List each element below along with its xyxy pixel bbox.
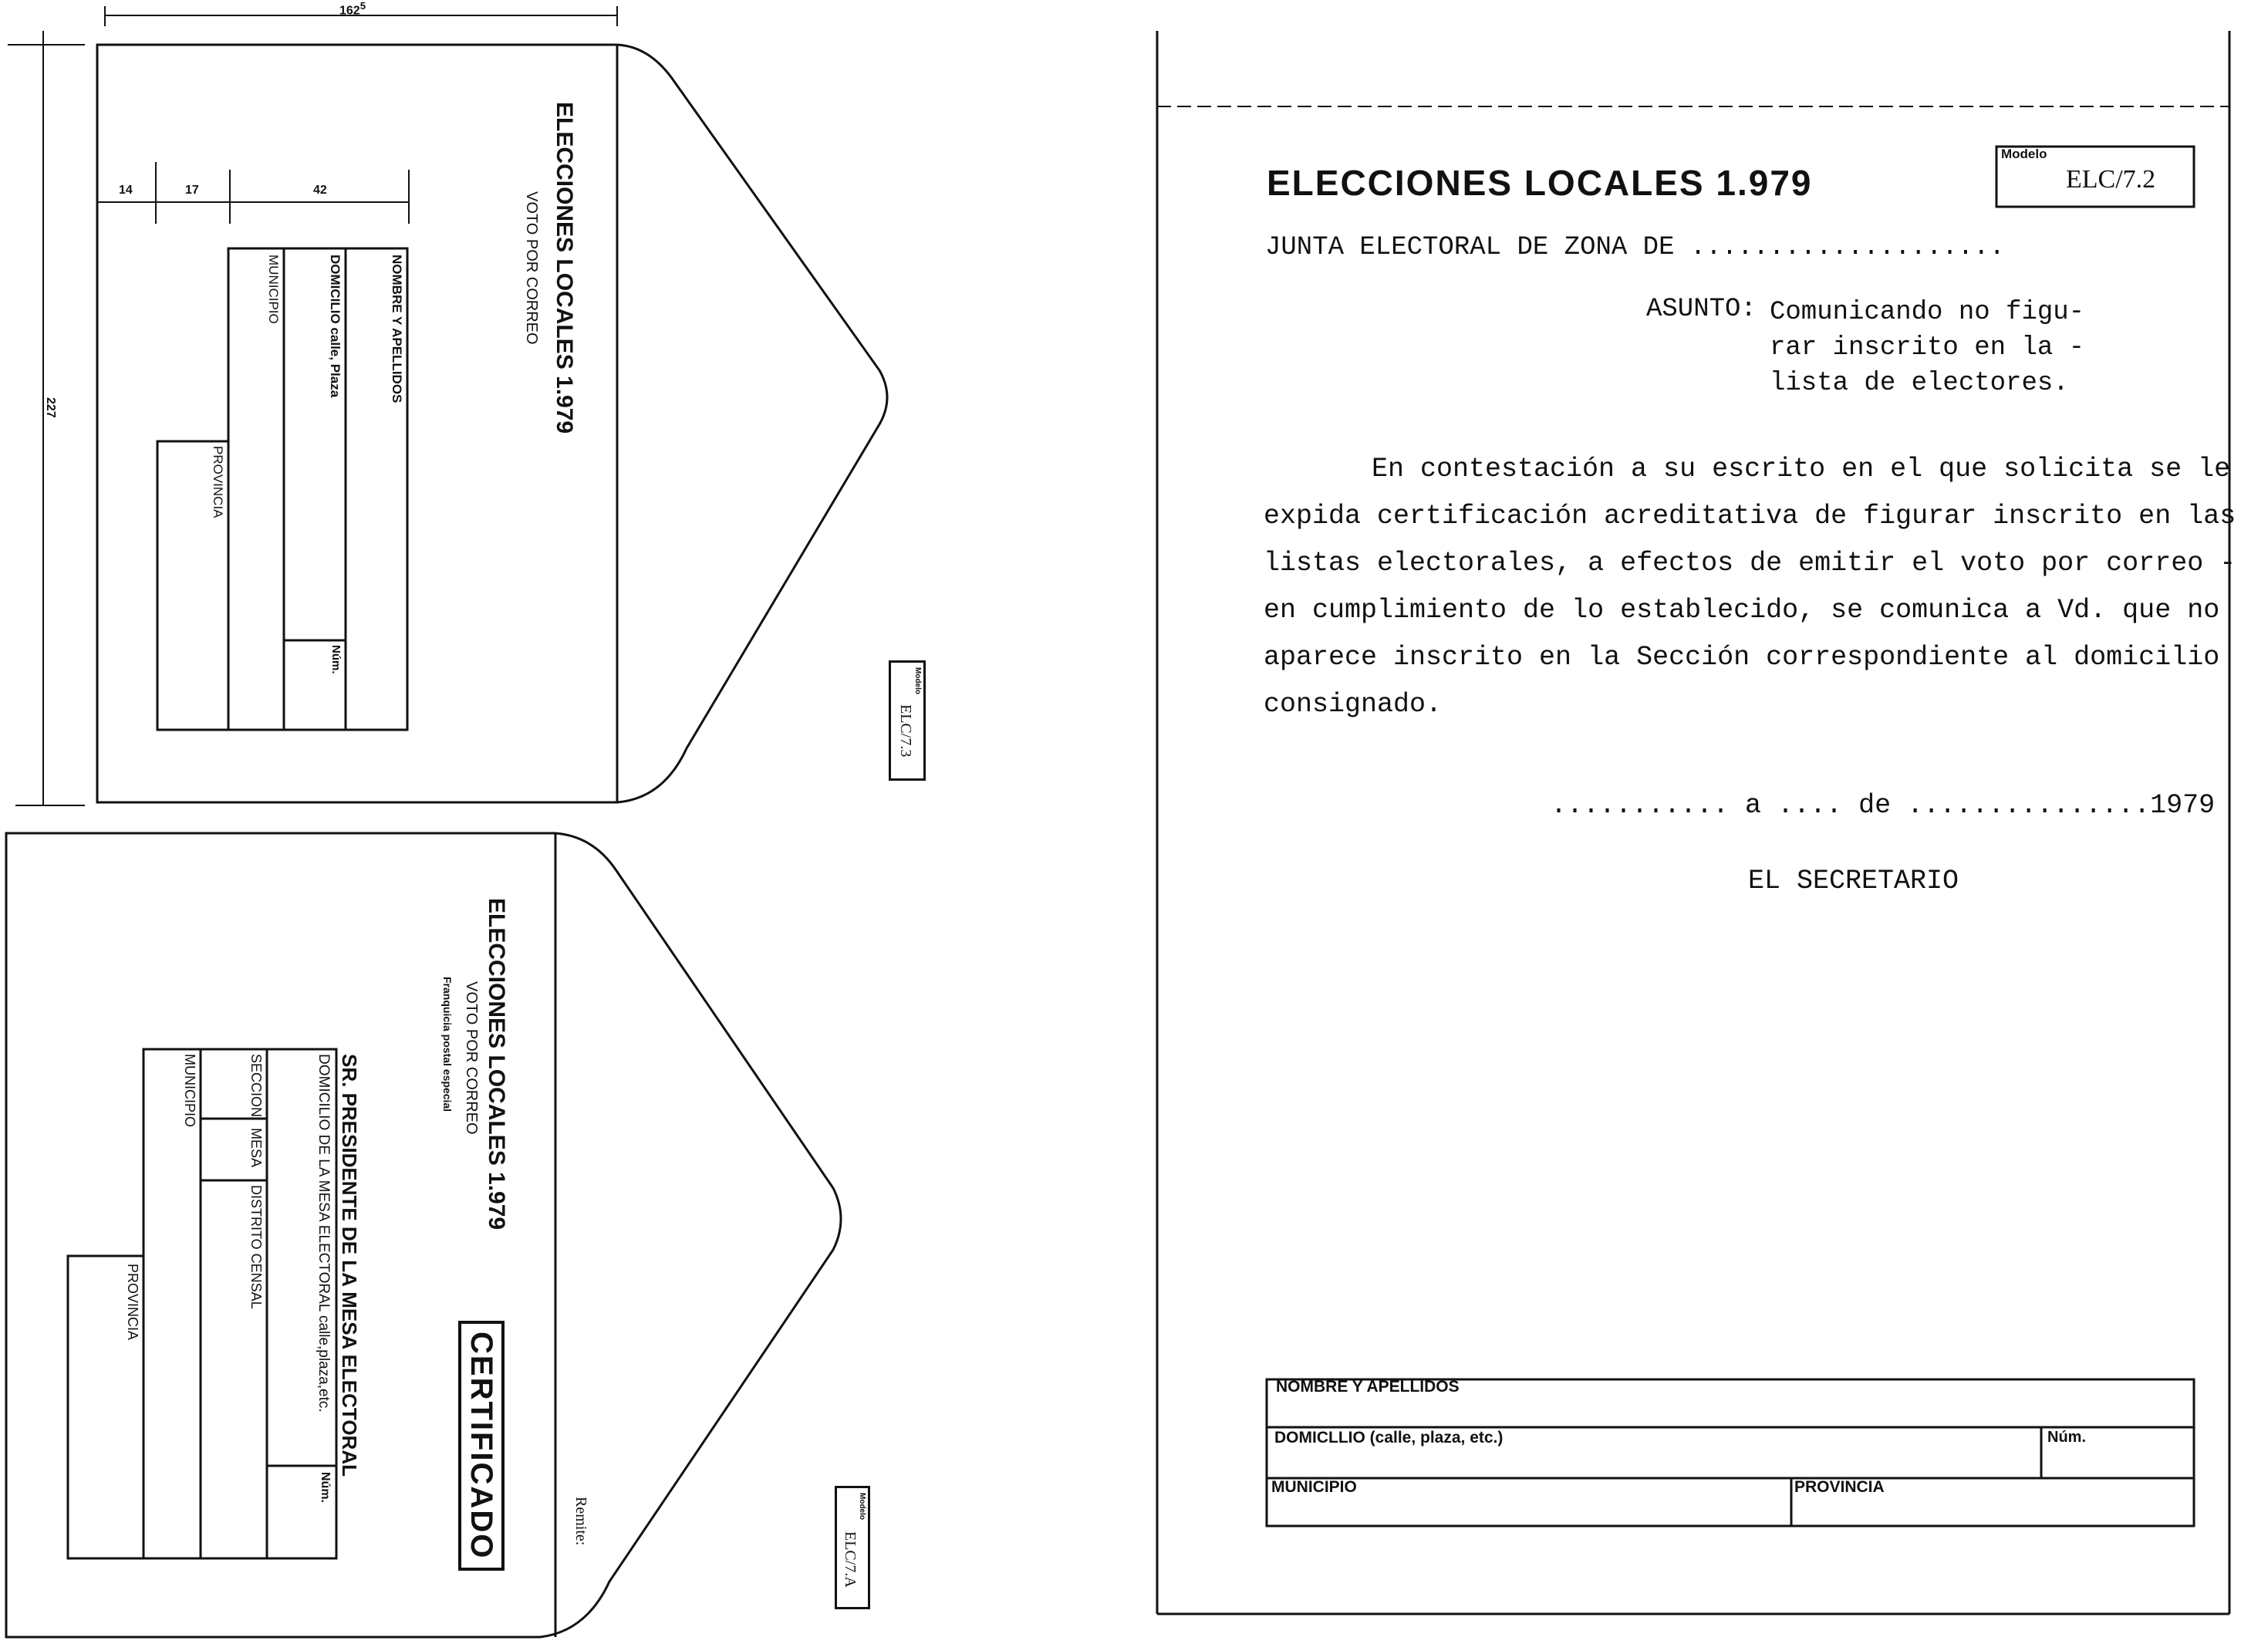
envelope-top-title: ELECCIONES LOCALES 1.979 [552,102,577,434]
asunto-label: ASUNTO: [1646,295,1757,324]
letter-body [1264,446,2236,728]
envelope-top-outline [97,45,887,802]
asunto-text [1770,295,2084,401]
field-provincia: PROVINCIA [211,446,225,518]
body-line: consignado. [1264,689,1443,720]
form-nombre-label: NOMBRE Y APELLIDOS [1276,1378,1460,1396]
body-line: En contestación a su escrito en el que solicita se le [1372,454,2231,484]
letter-modelo-code: ELC/7.2 [2066,165,2156,194]
field-municipio-b: MUNICIPIO [182,1054,197,1128]
field-num-mesa: Núm. [319,1472,332,1503]
form-provincia-label: PROVINCIA [1794,1478,1885,1496]
form-municipio-label: MUNICIPIO [1271,1478,1357,1496]
franquicia-text: Franquicia postal especial [441,977,454,1112]
modelo-label: Modelo [913,667,922,694]
envelope-bottom-title: ELECCIONES LOCALES 1.979 [484,898,509,1230]
form-num-label: Núm. [2047,1429,2086,1446]
body-line: aparece inscrito en la Sección correspondiente al domicilio [1264,642,2220,673]
letter-modelo-label: Modelo [2001,147,2047,161]
envelope-bottom-subtitle: VOTO POR CORREO [463,981,480,1135]
letter-title: ELECCIONES LOCALES 1.979 [1267,163,1813,203]
asunto-line: lista de electores. [1770,369,2069,398]
field-nombre: NOMBRE Y APELLIDOS [390,255,404,403]
envelope-top-subtitle: VOTO POR CORREO [523,191,540,345]
dim-col1: 14 [119,184,133,197]
remite-label: Remite: [572,1497,589,1546]
field-seccion: SECCION [248,1054,264,1118]
signature-label: EL SECRETARIO [1748,866,1959,896]
dim-col3: 42 [313,184,327,197]
body-line: expida certificación acreditativa de figurar inscrito en las [1264,501,2236,532]
modelo-stamp-top [889,660,926,781]
modelo-code: ELC/7.3 [897,704,914,758]
asunto-line: Comunicando no figu- [1770,298,2085,327]
certificado-label: CERTIFICADO [464,1332,498,1560]
junta-line: JUNTA ELECTORAL DE ZONA DE .................... [1265,233,2005,262]
field-provincia-b: PROVINCIA [125,1264,140,1341]
envelope-bottom-outline [6,833,841,1637]
field-num: Núm. [329,645,343,674]
body-line: en cumplimiento de lo establecido, se comunica a Vd. que no [1264,595,2220,626]
form-domicilio-label: DOMICLLIO (calle, plaza, etc.) [1274,1429,1504,1447]
field-domicilio: DOMICILIO calle, Plaza [328,255,343,398]
dim-height: 227 [44,397,57,418]
field-domicilio-mesa: DOMICILIO DE LA MESA ELECTORAL calle,plaza,etc. [316,1054,332,1413]
dim-col2: 17 [185,184,199,197]
field-mesa: MESA [248,1128,264,1168]
asunto-line: rar inscrito en la - [1770,333,2085,363]
addressee: SR. PRESIDENTE DE LA MESA ELECTORAL [338,1054,361,1477]
modelo-stamp-bottom [835,1486,870,1609]
body-line: listas electorales, a efectos de emitir el voto por correo - [1264,548,2236,579]
modelo-label: Modelo [858,1493,866,1520]
dim-width: $162^5$ [339,0,366,18]
modelo-code: ELC/7.A [842,1531,859,1588]
field-distrito: DISTRITO CENSAL [248,1185,264,1309]
date-line: ........... a .... de ...............1979 [1551,790,2216,821]
field-municipio: MUNICIPIO [266,255,281,324]
